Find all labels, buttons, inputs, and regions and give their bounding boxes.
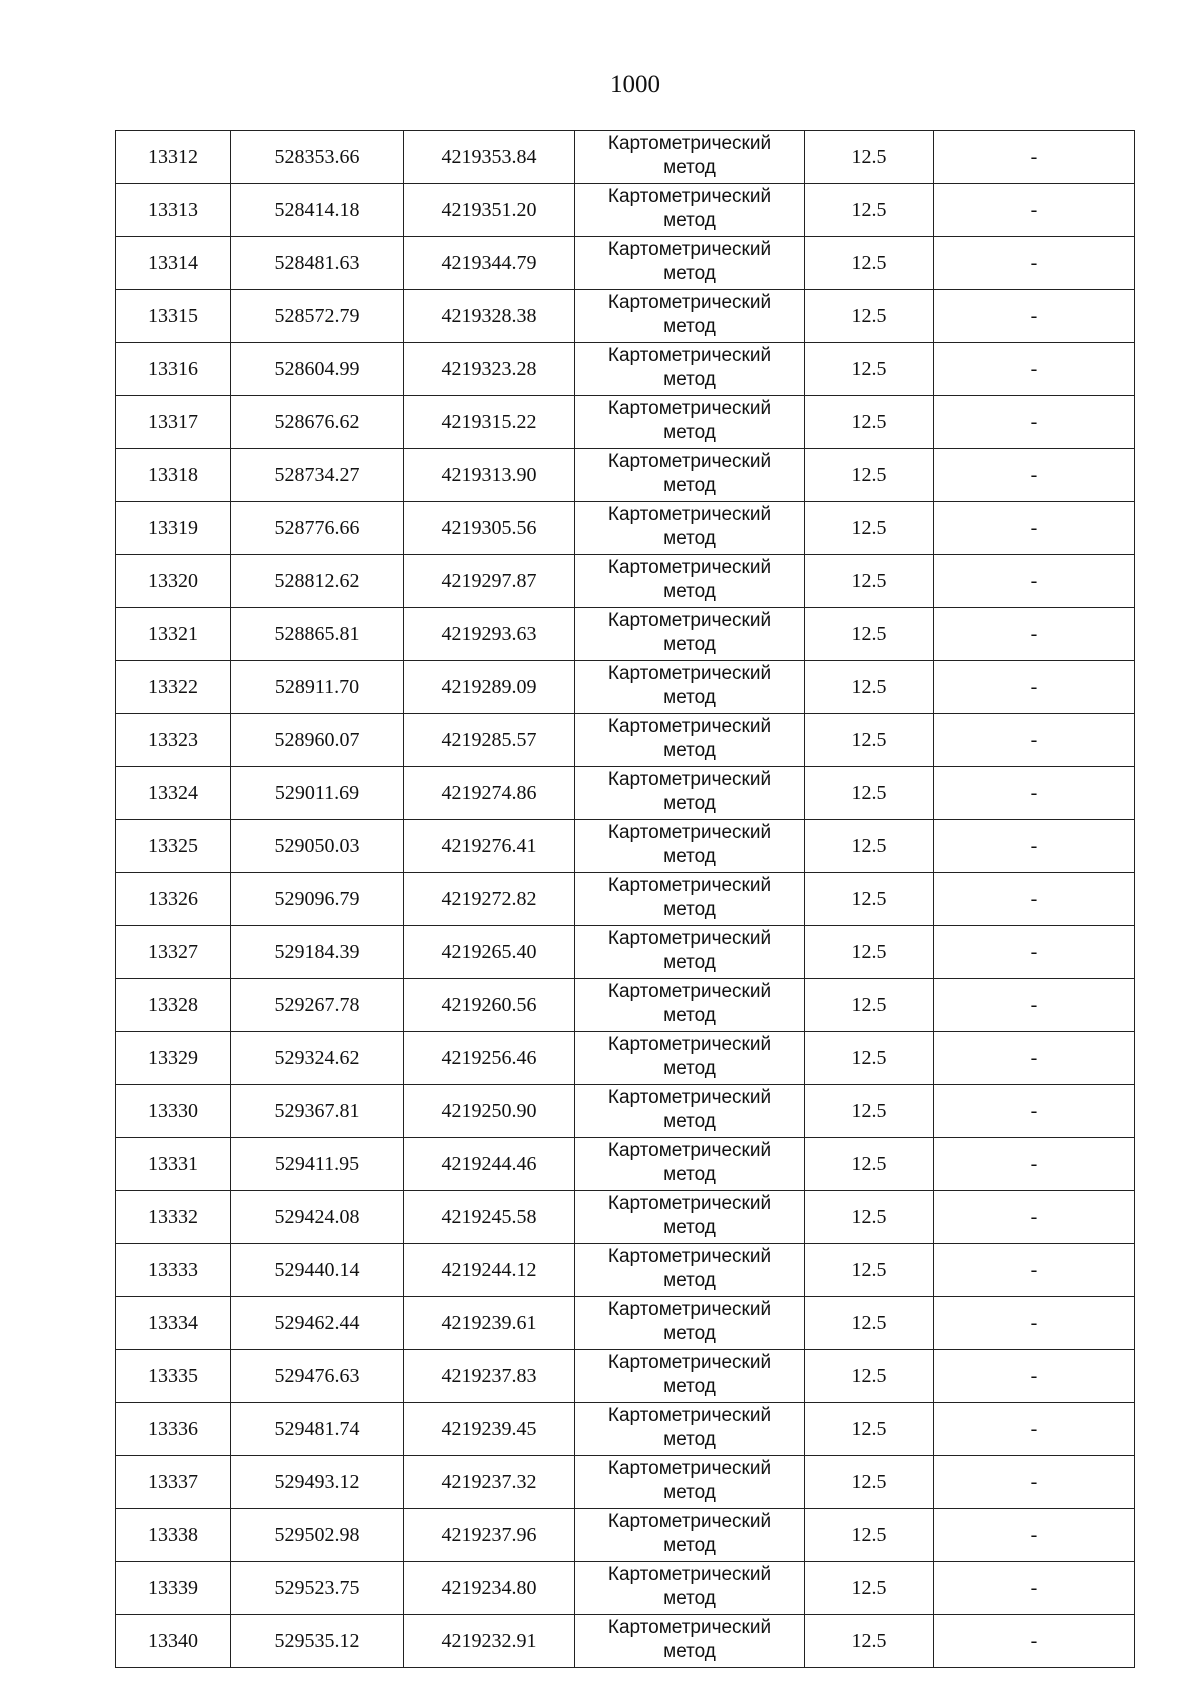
note-cell: -: [934, 290, 1135, 343]
y-coordinate-cell: 4219274.86: [404, 767, 575, 820]
y-coordinate-cell: 4219237.83: [404, 1350, 575, 1403]
x-coordinate-cell: 529523.75: [231, 1562, 404, 1615]
note-cell: -: [934, 1403, 1135, 1456]
x-coordinate-cell: 529411.95: [231, 1138, 404, 1191]
method-text: Картометрический метод: [607, 398, 772, 443]
table-row: [116, 555, 1135, 608]
table-row: [116, 1085, 1135, 1138]
method-text: Картометрический метод: [607, 875, 772, 920]
point-number-cell: 13328: [116, 979, 231, 1032]
method-cell: [575, 926, 805, 979]
y-coordinate-cell: 4219289.09: [404, 661, 575, 714]
point-number-cell: 13321: [116, 608, 231, 661]
point-number-cell: 13338: [116, 1509, 231, 1562]
accuracy-cell: 12.5: [805, 131, 934, 184]
method-text: Картометрический метод: [607, 1617, 772, 1662]
coordinates-table: [115, 130, 1135, 1668]
method-text: Картометрический метод: [607, 1352, 772, 1397]
method-cell: [575, 1562, 805, 1615]
y-coordinate-cell: 4219328.38: [404, 290, 575, 343]
point-number-cell: 13334: [116, 1297, 231, 1350]
method-text: Картометрический метод: [607, 292, 772, 337]
x-coordinate-cell: 529493.12: [231, 1456, 404, 1509]
method-cell: [575, 555, 805, 608]
point-number-cell: 13324: [116, 767, 231, 820]
point-number-cell: 13320: [116, 555, 231, 608]
table-row: [116, 396, 1135, 449]
accuracy-cell: 12.5: [805, 873, 934, 926]
y-coordinate-cell: 4219234.80: [404, 1562, 575, 1615]
x-coordinate-cell: 528812.62: [231, 555, 404, 608]
note-cell: -: [934, 396, 1135, 449]
note-cell: -: [934, 1615, 1135, 1668]
table-row: [116, 873, 1135, 926]
x-coordinate-cell: 529502.98: [231, 1509, 404, 1562]
note-cell: -: [934, 502, 1135, 555]
accuracy-cell: 12.5: [805, 1244, 934, 1297]
note-cell: -: [934, 131, 1135, 184]
accuracy-cell: 12.5: [805, 343, 934, 396]
point-number-cell: 13313: [116, 184, 231, 237]
table-row: [116, 1615, 1135, 1668]
note-cell: -: [934, 449, 1135, 502]
note-cell: -: [934, 608, 1135, 661]
x-coordinate-cell: 528734.27: [231, 449, 404, 502]
table-row: [116, 449, 1135, 502]
method-text: Картометрический метод: [607, 504, 772, 549]
method-text: Картометрический метод: [607, 1140, 772, 1185]
method-cell: [575, 1244, 805, 1297]
point-number-cell: 13333: [116, 1244, 231, 1297]
method-text: Картометрический метод: [607, 557, 772, 602]
note-cell: -: [934, 661, 1135, 714]
point-number-cell: 13319: [116, 502, 231, 555]
y-coordinate-cell: 4219293.63: [404, 608, 575, 661]
y-coordinate-cell: 4219256.46: [404, 1032, 575, 1085]
accuracy-cell: 12.5: [805, 449, 934, 502]
table-row: [116, 926, 1135, 979]
method-cell: [575, 1297, 805, 1350]
y-coordinate-cell: 4219353.84: [404, 131, 575, 184]
table-row: [116, 1509, 1135, 1562]
method-cell: [575, 1456, 805, 1509]
y-coordinate-cell: 4219276.41: [404, 820, 575, 873]
y-coordinate-cell: 4219297.87: [404, 555, 575, 608]
y-coordinate-cell: 4219323.28: [404, 343, 575, 396]
note-cell: -: [934, 1085, 1135, 1138]
method-text: Картометрический метод: [607, 822, 772, 867]
point-number-cell: 13317: [116, 396, 231, 449]
note-cell: -: [934, 1456, 1135, 1509]
x-coordinate-cell: 528911.70: [231, 661, 404, 714]
method-cell: [575, 820, 805, 873]
point-number-cell: 13315: [116, 290, 231, 343]
table-row: [116, 1138, 1135, 1191]
x-coordinate-cell: 529462.44: [231, 1297, 404, 1350]
method-cell: [575, 1085, 805, 1138]
accuracy-cell: 12.5: [805, 555, 934, 608]
point-number-cell: 13322: [116, 661, 231, 714]
y-coordinate-cell: 4219237.96: [404, 1509, 575, 1562]
x-coordinate-cell: 529481.74: [231, 1403, 404, 1456]
method-cell: [575, 502, 805, 555]
method-cell: [575, 661, 805, 714]
table-row: [116, 1403, 1135, 1456]
method-cell: [575, 608, 805, 661]
point-number-cell: 13326: [116, 873, 231, 926]
accuracy-cell: 12.5: [805, 237, 934, 290]
table-row: [116, 767, 1135, 820]
table-row: [116, 343, 1135, 396]
note-cell: -: [934, 979, 1135, 1032]
note-cell: -: [934, 184, 1135, 237]
y-coordinate-cell: 4219315.22: [404, 396, 575, 449]
page-number: 1000: [610, 71, 660, 98]
point-number-cell: 13325: [116, 820, 231, 873]
method-cell: [575, 979, 805, 1032]
method-cell: [575, 1509, 805, 1562]
method-text: Картометрический метод: [607, 451, 772, 496]
table-row: [116, 1191, 1135, 1244]
y-coordinate-cell: 4219351.20: [404, 184, 575, 237]
method-text: Картометрический метод: [607, 1458, 772, 1503]
method-cell: [575, 237, 805, 290]
accuracy-cell: 12.5: [805, 184, 934, 237]
method-text: Картометрический метод: [607, 981, 772, 1026]
accuracy-cell: 12.5: [805, 714, 934, 767]
method-cell: [575, 1403, 805, 1456]
note-cell: -: [934, 1562, 1135, 1615]
point-number-cell: 13337: [116, 1456, 231, 1509]
method-text: Картометрический метод: [607, 239, 772, 284]
point-number-cell: 13339: [116, 1562, 231, 1615]
note-cell: -: [934, 1509, 1135, 1562]
method-text: Картометрический метод: [607, 928, 772, 973]
method-text: Картометрический метод: [607, 133, 772, 178]
method-text: Картометрический метод: [607, 769, 772, 814]
point-number-cell: 13340: [116, 1615, 231, 1668]
y-coordinate-cell: 4219239.61: [404, 1297, 575, 1350]
note-cell: -: [934, 714, 1135, 767]
point-number-cell: 13314: [116, 237, 231, 290]
x-coordinate-cell: 529535.12: [231, 1615, 404, 1668]
y-coordinate-cell: 4219239.45: [404, 1403, 575, 1456]
y-coordinate-cell: 4219285.57: [404, 714, 575, 767]
method-cell: [575, 1615, 805, 1668]
x-coordinate-cell: 529324.62: [231, 1032, 404, 1085]
method-cell: [575, 449, 805, 502]
method-cell: [575, 290, 805, 343]
accuracy-cell: 12.5: [805, 979, 934, 1032]
method-cell: [575, 1350, 805, 1403]
note-cell: -: [934, 1350, 1135, 1403]
x-coordinate-cell: 529184.39: [231, 926, 404, 979]
x-coordinate-cell: 528572.79: [231, 290, 404, 343]
note-cell: -: [934, 1032, 1135, 1085]
point-number-cell: 13316: [116, 343, 231, 396]
table-row: [116, 661, 1135, 714]
method-text: Картометрический метод: [607, 1511, 772, 1556]
table-row: [116, 290, 1135, 343]
accuracy-cell: 12.5: [805, 1350, 934, 1403]
note-cell: -: [934, 1244, 1135, 1297]
note-cell: -: [934, 343, 1135, 396]
y-coordinate-cell: 4219250.90: [404, 1085, 575, 1138]
accuracy-cell: 12.5: [805, 1032, 934, 1085]
method-text: Картометрический метод: [607, 610, 772, 655]
x-coordinate-cell: 528481.63: [231, 237, 404, 290]
y-coordinate-cell: 4219244.12: [404, 1244, 575, 1297]
y-coordinate-cell: 4219232.91: [404, 1615, 575, 1668]
point-number-cell: 13336: [116, 1403, 231, 1456]
x-coordinate-cell: 528865.81: [231, 608, 404, 661]
table-row: [116, 1297, 1135, 1350]
y-coordinate-cell: 4219265.40: [404, 926, 575, 979]
x-coordinate-cell: 529267.78: [231, 979, 404, 1032]
note-cell: -: [934, 767, 1135, 820]
accuracy-cell: 12.5: [805, 290, 934, 343]
method-text: Картометрический метод: [607, 663, 772, 708]
y-coordinate-cell: 4219260.56: [404, 979, 575, 1032]
accuracy-cell: 12.5: [805, 1138, 934, 1191]
table-row: [116, 608, 1135, 661]
method-text: Картометрический метод: [607, 1034, 772, 1079]
accuracy-cell: 12.5: [805, 396, 934, 449]
y-coordinate-cell: 4219344.79: [404, 237, 575, 290]
accuracy-cell: 12.5: [805, 1562, 934, 1615]
accuracy-cell: 12.5: [805, 926, 934, 979]
method-text: Картометрический метод: [607, 1405, 772, 1450]
table-row: [116, 714, 1135, 767]
note-cell: -: [934, 1297, 1135, 1350]
method-cell: [575, 131, 805, 184]
table-row: [116, 131, 1135, 184]
accuracy-cell: 12.5: [805, 1085, 934, 1138]
method-text: Картометрический метод: [607, 1299, 772, 1344]
accuracy-cell: 12.5: [805, 1297, 934, 1350]
x-coordinate-cell: 529011.69: [231, 767, 404, 820]
x-coordinate-cell: 529476.63: [231, 1350, 404, 1403]
x-coordinate-cell: 528676.62: [231, 396, 404, 449]
table-row: [116, 1350, 1135, 1403]
note-cell: -: [934, 1191, 1135, 1244]
accuracy-cell: 12.5: [805, 1456, 934, 1509]
table-row: [116, 1032, 1135, 1085]
method-cell: [575, 873, 805, 926]
x-coordinate-cell: 529440.14: [231, 1244, 404, 1297]
point-number-cell: 13312: [116, 131, 231, 184]
point-number-cell: 13323: [116, 714, 231, 767]
point-number-cell: 13331: [116, 1138, 231, 1191]
accuracy-cell: 12.5: [805, 1191, 934, 1244]
x-coordinate-cell: 529367.81: [231, 1085, 404, 1138]
method-cell: [575, 1191, 805, 1244]
note-cell: -: [934, 820, 1135, 873]
method-cell: [575, 1138, 805, 1191]
point-number-cell: 13329: [116, 1032, 231, 1085]
method-text: Картометрический метод: [607, 186, 772, 231]
method-text: Картометрический метод: [607, 716, 772, 761]
accuracy-cell: 12.5: [805, 767, 934, 820]
table-row: [116, 237, 1135, 290]
table-row: [116, 979, 1135, 1032]
note-cell: -: [934, 555, 1135, 608]
x-coordinate-cell: 528776.66: [231, 502, 404, 555]
note-cell: -: [934, 1138, 1135, 1191]
method-cell: [575, 1032, 805, 1085]
x-coordinate-cell: 529050.03: [231, 820, 404, 873]
y-coordinate-cell: 4219272.82: [404, 873, 575, 926]
method-cell: [575, 396, 805, 449]
accuracy-cell: 12.5: [805, 1403, 934, 1456]
method-text: Картометрический метод: [607, 1564, 772, 1609]
note-cell: -: [934, 237, 1135, 290]
accuracy-cell: 12.5: [805, 661, 934, 714]
x-coordinate-cell: 529096.79: [231, 873, 404, 926]
x-coordinate-cell: 528604.99: [231, 343, 404, 396]
x-coordinate-cell: 528960.07: [231, 714, 404, 767]
method-cell: [575, 714, 805, 767]
accuracy-cell: 12.5: [805, 502, 934, 555]
table-row: [116, 1456, 1135, 1509]
accuracy-cell: 12.5: [805, 1509, 934, 1562]
method-text: Картометрический метод: [607, 345, 772, 390]
note-cell: -: [934, 873, 1135, 926]
y-coordinate-cell: 4219237.32: [404, 1456, 575, 1509]
point-number-cell: 13318: [116, 449, 231, 502]
method-cell: [575, 184, 805, 237]
point-number-cell: 13335: [116, 1350, 231, 1403]
y-coordinate-cell: 4219313.90: [404, 449, 575, 502]
table-row: [116, 1244, 1135, 1297]
accuracy-cell: 12.5: [805, 1615, 934, 1668]
coordinates-table-body: [116, 131, 1135, 1668]
point-number-cell: 13330: [116, 1085, 231, 1138]
table-row: [116, 184, 1135, 237]
table-row: [116, 1562, 1135, 1615]
method-cell: [575, 767, 805, 820]
x-coordinate-cell: 529424.08: [231, 1191, 404, 1244]
y-coordinate-cell: 4219244.46: [404, 1138, 575, 1191]
x-coordinate-cell: 528353.66: [231, 131, 404, 184]
method-text: Картометрический метод: [607, 1087, 772, 1132]
y-coordinate-cell: 4219305.56: [404, 502, 575, 555]
accuracy-cell: 12.5: [805, 820, 934, 873]
accuracy-cell: 12.5: [805, 608, 934, 661]
table-row: [116, 502, 1135, 555]
y-coordinate-cell: 4219245.58: [404, 1191, 575, 1244]
table-row: [116, 820, 1135, 873]
method-text: Картометрический метод: [607, 1246, 772, 1291]
point-number-cell: 13327: [116, 926, 231, 979]
note-cell: -: [934, 926, 1135, 979]
method-cell: [575, 343, 805, 396]
x-coordinate-cell: 528414.18: [231, 184, 404, 237]
method-text: Картометрический метод: [607, 1193, 772, 1238]
point-number-cell: 13332: [116, 1191, 231, 1244]
